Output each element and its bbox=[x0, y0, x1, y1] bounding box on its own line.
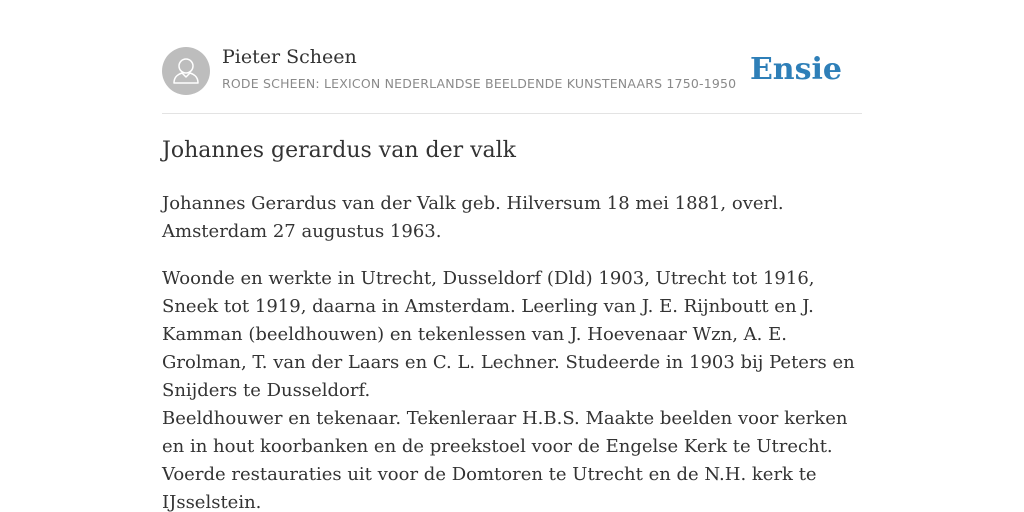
avatar[interactable] bbox=[162, 47, 210, 95]
user-placeholder-icon bbox=[162, 47, 210, 95]
article-title: Johannes gerardus van der valk bbox=[162, 138, 517, 163]
header bbox=[162, 46, 862, 96]
header-divider bbox=[162, 113, 862, 114]
article-paragraph: Johannes Gerardus van der Valk geb. Hilversum 18 mei 1881, overl. Amsterdam 27 augustus 1963. bbox=[162, 193, 784, 242]
article-paragraph: Beeldhouwer en tekenaar. Tekenleraar H.B.S. Maakte beelden voor kerken en in hout koorbanken en de preekstoel voor de Engelse Kerk te Utrecht. Voerde restauraties uit voor de Domtoren te Utrecht en de N.H. kerk te IJsselstein. bbox=[162, 408, 848, 512]
ensie-logo[interactable]: Ensie bbox=[749, 52, 842, 87]
article-paragraph: Woonde en werkte in Utrecht, Dusseldorf (Dld) 1903, Utrecht tot 1916, Sneek tot 1919, daarna in Amsterdam. Leerling van J. E. Rijnboutt en J. Kamman (beeldhouwen) en tekenlessen van J. Hoevenaar Wzn, A. E. Grolman, T. van der Laars en C. L. Lechner. Studeerde in 1903 bij Peters en Snijders te Dusseldorf. bbox=[162, 268, 855, 401]
source-name[interactable]: RODE SCHEEN: LEXICON NEDERLANDSE BEELDENDE KUNSTENAARS 1750-1950 bbox=[222, 76, 737, 91]
author-name[interactable]: Pieter Scheen bbox=[222, 46, 357, 68]
